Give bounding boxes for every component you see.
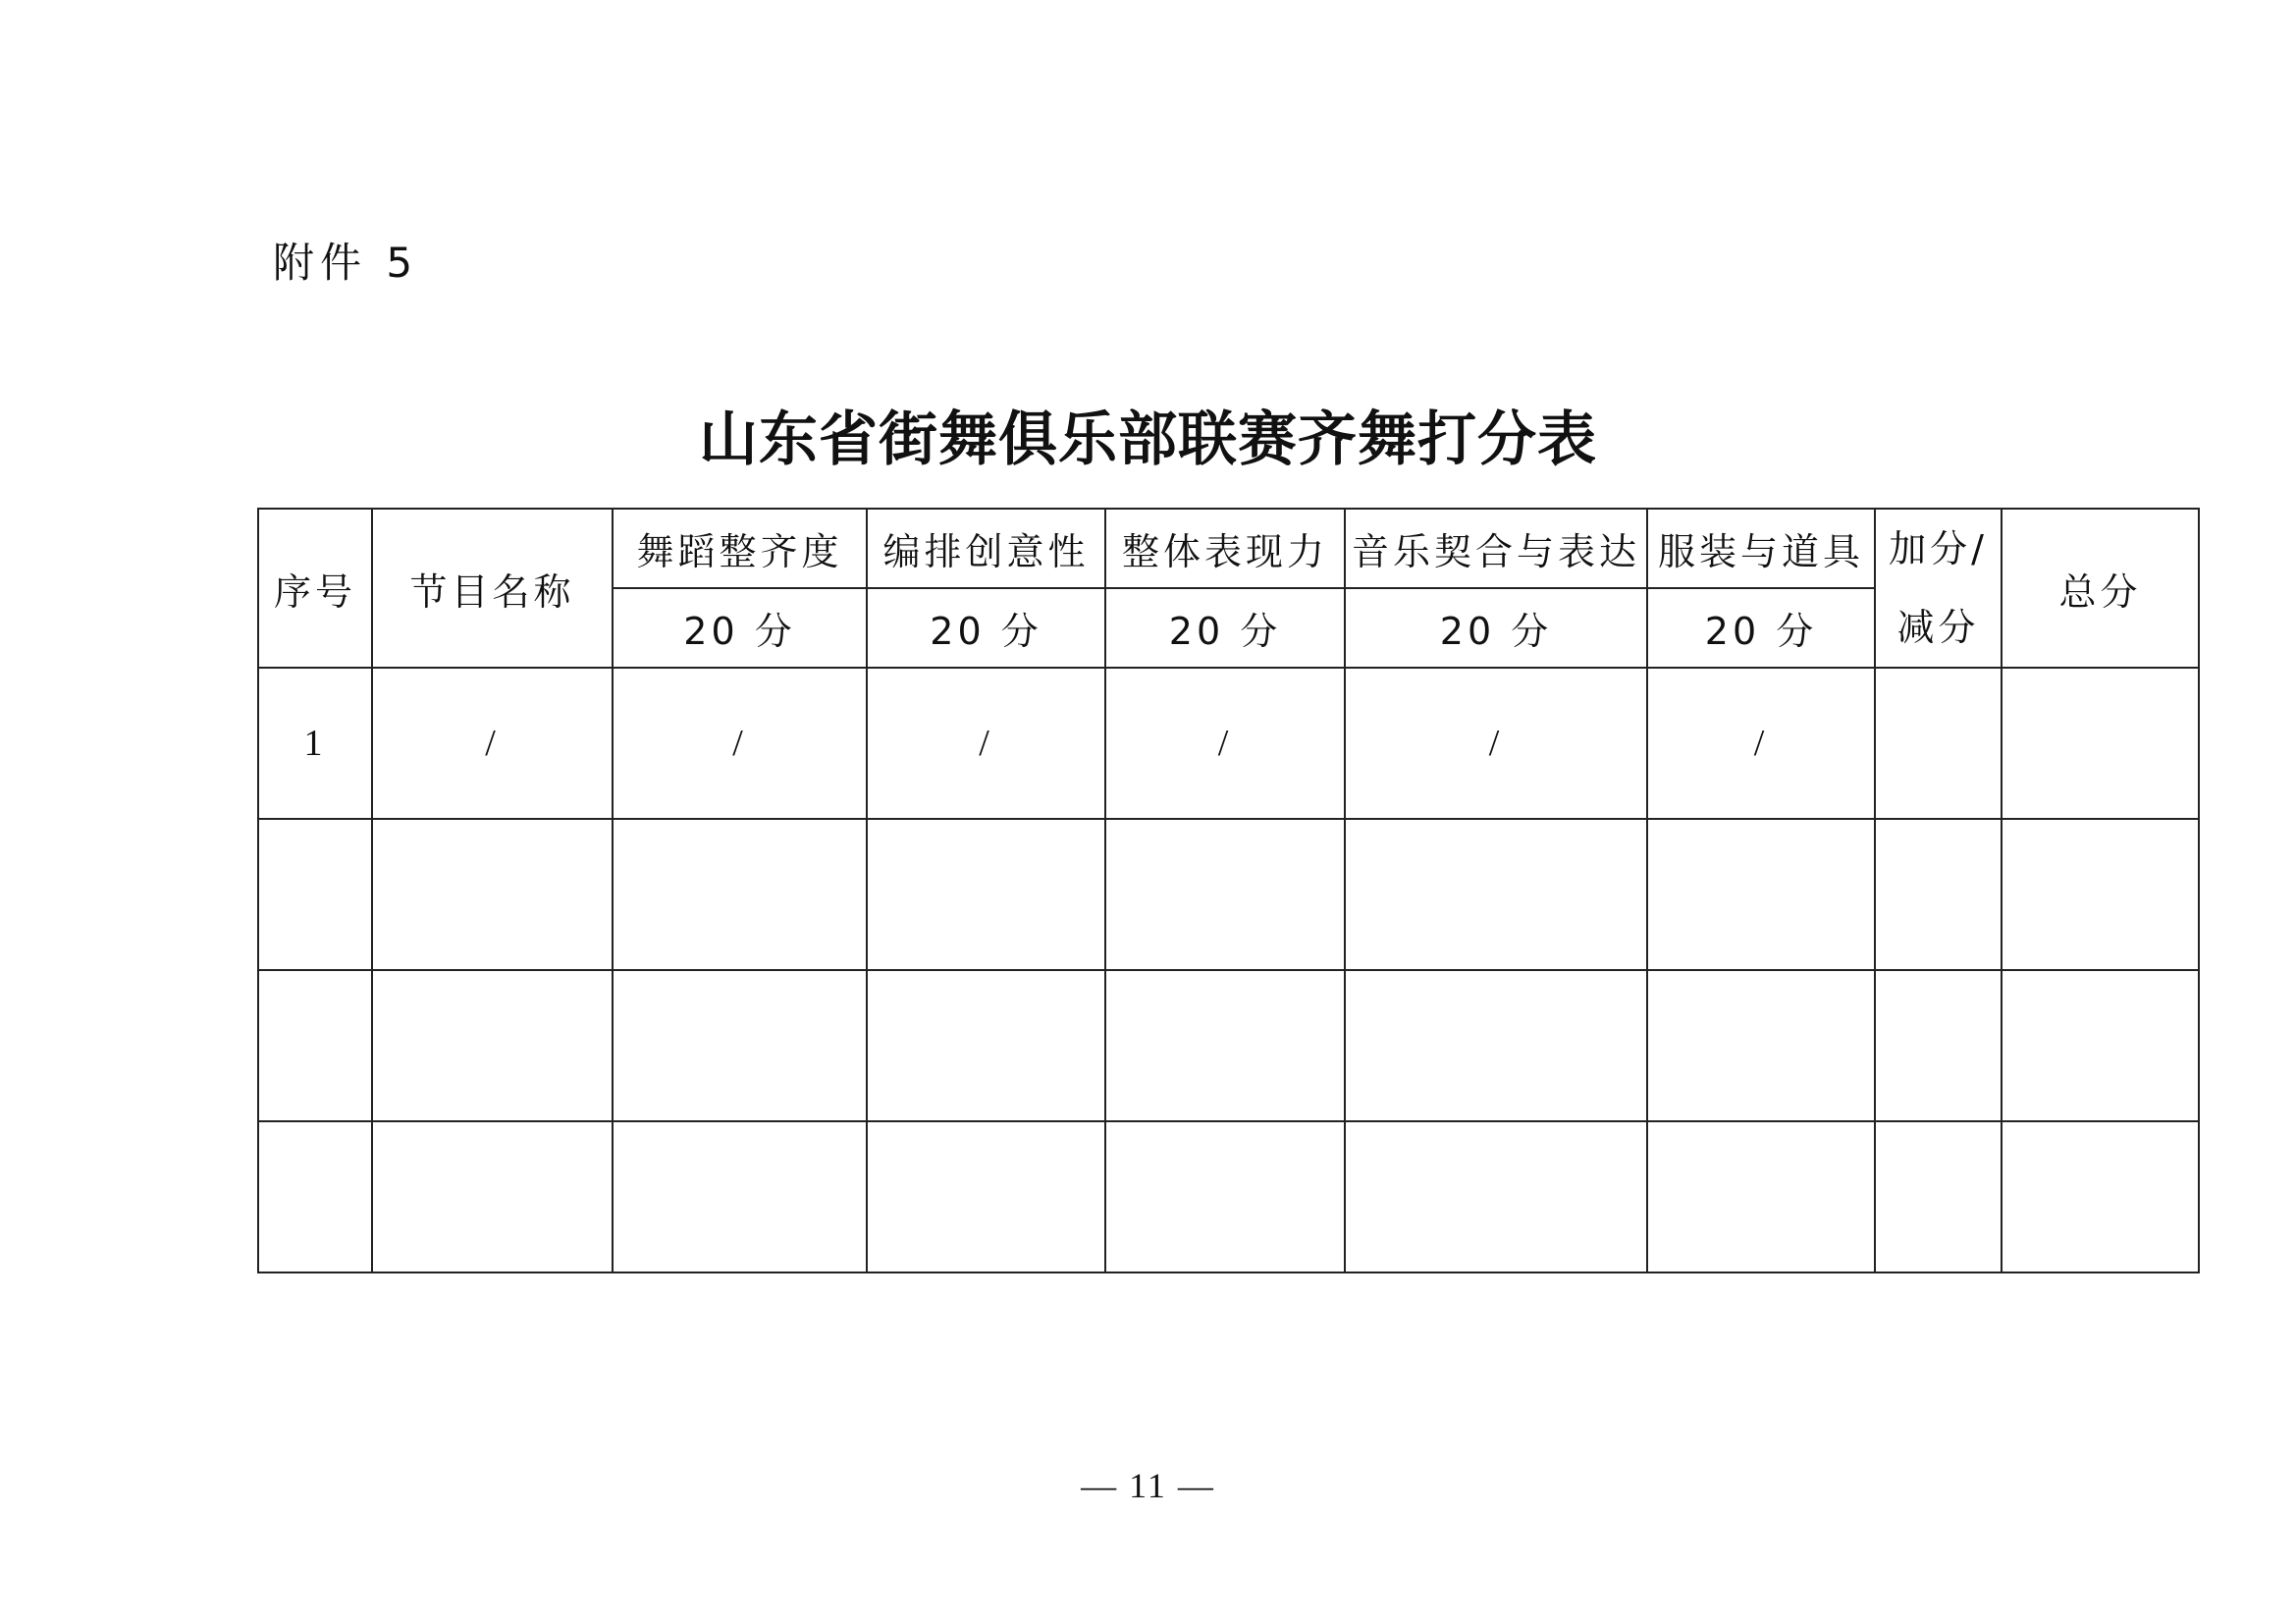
cell-score[interactable] bbox=[613, 1121, 867, 1272]
cell-score[interactable] bbox=[1105, 819, 1345, 970]
scoring-table bbox=[257, 508, 2200, 1273]
cell-bonus[interactable] bbox=[1875, 1121, 2002, 1272]
header-total: 总分 bbox=[2002, 509, 2199, 668]
cell-score[interactable] bbox=[1647, 970, 1875, 1121]
cell-score[interactable] bbox=[1345, 819, 1647, 970]
cell-score[interactable]: / bbox=[613, 668, 867, 819]
header-serial: 序号 bbox=[258, 509, 372, 668]
cell-score[interactable]: / bbox=[1105, 668, 1345, 819]
cell-serial[interactable]: 1 bbox=[258, 668, 372, 819]
cell-score[interactable] bbox=[1345, 970, 1647, 1121]
table-row bbox=[258, 970, 2199, 1121]
header-bonus-line2: 减分 bbox=[1896, 606, 1980, 649]
cell-score[interactable]: / bbox=[1345, 668, 1647, 819]
cell-score[interactable] bbox=[613, 819, 867, 970]
cell-total[interactable] bbox=[2002, 668, 2199, 819]
cell-score[interactable] bbox=[1647, 819, 1875, 970]
cell-bonus[interactable] bbox=[1875, 819, 2002, 970]
cell-score[interactable]: / bbox=[1647, 668, 1875, 819]
cell-program-name[interactable]: / bbox=[372, 668, 613, 819]
cell-score[interactable]: / bbox=[867, 668, 1105, 819]
header-criterion-points: 20 分 bbox=[867, 588, 1105, 668]
cell-bonus[interactable] bbox=[1875, 970, 2002, 1121]
cell-program-name[interactable] bbox=[372, 1121, 613, 1272]
header-criterion-points: 20 分 bbox=[613, 588, 867, 668]
cell-score[interactable] bbox=[1345, 1121, 1647, 1272]
cell-serial[interactable] bbox=[258, 970, 372, 1121]
cell-score[interactable] bbox=[1647, 1121, 1875, 1272]
header-criterion-points: 20 分 bbox=[1345, 588, 1647, 668]
cell-score[interactable] bbox=[613, 970, 867, 1121]
header-program-name: 节目名称 bbox=[372, 509, 613, 668]
cell-program-name[interactable] bbox=[372, 819, 613, 970]
page-number: — 11 — bbox=[1081, 1466, 1215, 1505]
attachment-label: 附件 5 bbox=[273, 239, 419, 287]
cell-score[interactable] bbox=[867, 819, 1105, 970]
cell-score[interactable] bbox=[1105, 1121, 1345, 1272]
header-criterion-label: 音乐契合与表达 bbox=[1345, 509, 1647, 588]
cell-bonus[interactable] bbox=[1875, 668, 2002, 819]
cell-serial[interactable] bbox=[258, 819, 372, 970]
page-title: 山东省街舞俱乐部联赛齐舞打分表 bbox=[699, 406, 1597, 474]
cell-serial[interactable] bbox=[258, 1121, 372, 1272]
header-criterion-label: 舞蹈整齐度 bbox=[613, 509, 867, 588]
cell-total[interactable] bbox=[2002, 819, 2199, 970]
table-row bbox=[258, 668, 2199, 819]
cell-total[interactable] bbox=[2002, 1121, 2199, 1272]
table-row bbox=[258, 1121, 2199, 1272]
header-criterion-label: 整体表现力 bbox=[1105, 509, 1345, 588]
cell-program-name[interactable] bbox=[372, 970, 613, 1121]
header-row-criteria bbox=[258, 509, 2199, 588]
header-criterion-label: 服装与道具 bbox=[1647, 509, 1875, 588]
cell-total[interactable] bbox=[2002, 970, 2199, 1121]
cell-score[interactable] bbox=[867, 1121, 1105, 1272]
header-bonus bbox=[1875, 509, 2002, 668]
header-criterion-points: 20 分 bbox=[1647, 588, 1875, 668]
table-row bbox=[258, 819, 2199, 970]
header-criterion-label: 编排创意性 bbox=[867, 509, 1105, 588]
cell-score[interactable] bbox=[1105, 970, 1345, 1121]
header-bonus-line1: 加分/ bbox=[1889, 527, 1988, 570]
header-criterion-points: 20 分 bbox=[1105, 588, 1345, 668]
cell-score[interactable] bbox=[867, 970, 1105, 1121]
